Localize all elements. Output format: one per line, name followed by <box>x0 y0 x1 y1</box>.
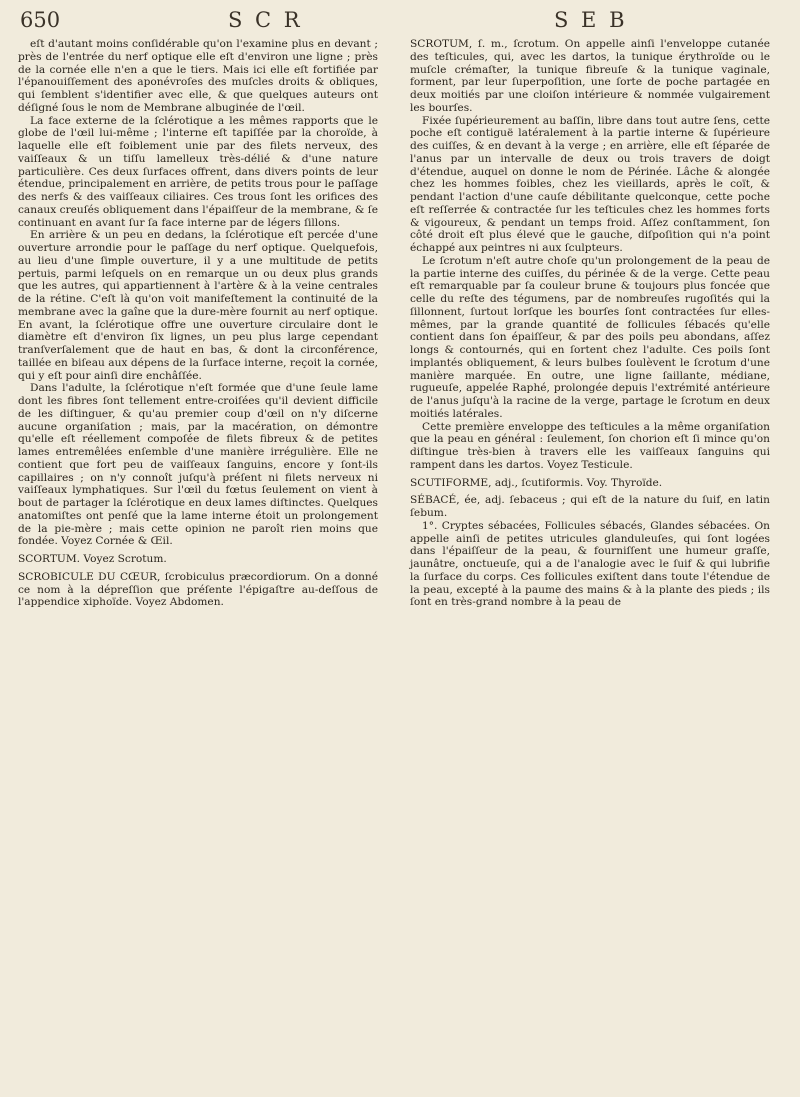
left-column <box>18 38 378 609</box>
paragraph: Fixée ſupérieurement au baſſin, libre dans tout autre ſens, cette poche eſt contiguë latéralement à la partie interne & ſupérieure des cuiſſes, & en devant à la verge ; en arrière, elle eſt ſéparée de l'anus par un intervalle de deux ou trois travers de doigt d'étendue, auquel on donne le nom de Périnée. Lâche & alongée chez les hommes foibles, chez les vieillards, après le coït, & pendant l'action d'une cauſe débilitante quelconque, cette poche eſt reſſerrée & contractée ſur les teſticules chez les hommes forts & vigoureux, & pendant un temps froid. Aſſez conſtamment, ſon côté droit eſt plus élevé que le gauche, diſpoſition qui n'a point échappé aux peintres ni aux ſculpteurs. <box>410 114 770 254</box>
right-column <box>410 38 770 609</box>
entry-scrobicule: SCROBICULE DU CŒUR, ſcrobiculus præcordiorum. On a donné ce nom à la dépreſſion que préſente l'épigaſtre au-deſſous de l'appendice xiphoïde. Voyez Abdomen. <box>18 570 378 609</box>
paragraph: Cette première enveloppe des teſticules a la même organiſation que la peau en général : ſeulement, ſon chorion eſt ſi mince qu'on diſtingue très-bien à travers elle les vaiſſeaux ſanguins qui rampent dans les dartos. Voyez Testicule. <box>410 420 770 471</box>
paragraph: En arrière & un peu en dedans, la ſclérotique eſt percée d'une ouverture arrondie pour le paſſage du nerf optique. Quelquefois, au lieu d'une ſimple ouverture, il y a une multitude de petits pertuis, parmi leſquels on en remarque un ou deux plus grands que les autres, qui appartiennent à l'artère & à la veine centrales de la rétine. C'eſt là qu'on voit manifeſtement la continuité de la membrane avec la gaîne que la dure-mère fournit au nerf optique. En avant, la ſclérotique offre une ouverture circulaire dont le diamètre eſt d'environ ſix lignes, un peu plus large cependant tranſverſalement que de haut en bas, & dont la circonférence, taillée en biſeau aux dépens de la ſurface interne, reçoit la cornée, qui y eſt pour ainſi dire enchâſſée. <box>18 229 378 382</box>
paragraph: eſt d'autant moins conſidérable qu'on l'examine plus en devant ; près de l'entrée du nerf optique elle eſt d'environ une ligne ; près de la cornée elle n'en a que le tiers. Mais ici elle eſt fortifiée par l'épanouiſſement des aponévroſes des muſcles droits & obliques, qui ſemblent s'identifier avec elle, & que quelques auteurs ont déſigné ſous le nom de Membrane albuginée de l'œil. <box>18 38 378 114</box>
entry-scrotum: SCROTUM, ſ. m., ſcrotum. On appelle ainſi l'enveloppe cutanée des teſticules, qui, avec les dartos, la tunique érythroïde ou le muſcle crémaſter, la tunique fibreuſe & la tunique vaginale, forment, par leur ſuperpoſition, une ſorte de poche partagée en deux moitiés par une cloiſon intérieure & nommée vulgairement les bourſes. <box>410 38 770 114</box>
page-number: 650 <box>20 8 61 32</box>
left-running-head: S C R <box>228 8 303 32</box>
paragraph: Dans l'adulte, la ſclérotique n'eſt formée que d'une ſeule lame dont les fibres ſont tellement entre-croiſées qu'il devient difficile de les diſtinguer, & qu'au premier coup d'œil on n'y diſcerne aucune organiſation ; mais, par la macération, on démontre qu'elle eſt réellement compoſée de filets fibreux & de petites lames entremêlées enſemble d'une manière irrégulière. Elle ne contient que fort peu de vaiſſeaux ſanguins, encore y ſont-ils capillaires ; on n'y connoît juſqu'à préſent ni filets nerveux ni vaiſſeaux lymphatiques. Sur l'œil du fœtus ſeulement on vient à bout de partager la ſclérotique en deux lames diſtinctes. Quelques anatomiſtes ont penſé que la lame interne étoit un prolongement de la pie-mère ; mais cette opinion ne paroît rien moins que fondée. Voyez Cornée & Œil. <box>18 382 378 548</box>
entry-scutiforme: SCUTIFORME, adj., ſcutiformis. Voy. Thyroïde. <box>410 476 663 489</box>
right-running-head: S E B <box>554 8 628 32</box>
paragraph: Le ſcrotum n'eſt autre choſe qu'un prolongement de la peau de la partie interne des cuiſſes, du périnée & de la verge. Cette peau eſt remarquable par ſa couleur brune & toujours plus foncée que celle du reſte des tégumens, par de nombreuſes rugoſités qui la ſillonnent, ſurtout lorſque les bourſes ſont contractées ſur elles-mêmes, par la grande quantité de follicules ſébacés qu'elle contient dans ſon épaiſſeur, & par des poils peu abondans, aſſez longs & contournés, qui en ſortent chez l'adulte. Ces poils ſont implantés obliquement, & leurs bulbes ſoulèvent le ſcrotum d'une manière marquée. En outre, une ligne ſaillante, médiane, rugueuſe, appelée Raphé, prolongée depuis l'extrémité antérieure de l'anus juſqu'à la racine de la verge, partage le ſcrotum en deux moitiés latérales. <box>410 254 770 420</box>
entry-sebace: SÉBACÉ, ée, adj. ſebaceus ; qui eſt de la nature du ſuif, en latin ſebum. <box>410 494 770 519</box>
paragraph: 1°. Cryptes sébacées, Follicules sébacés, Glandes sébacées. On appelle ainſi de petites utricules glanduleuſes, qui ſont logées dans l'épaiſſeur de la peau, & fourniſſent une humeur graſſe, jaunâtre, onctueuſe, qui a de l'analogie avec le ſuif & qui lubrifie la ſurface du corps. Ces follicules exiſtent dans toute l'étendue de la peau, excepté à la paume des mains & à la plante des pieds ; ils ſont en très-grand nombre à la peau de <box>410 519 770 609</box>
entry-scortum: SCORTUM. Voyez Scrotum. <box>18 553 167 565</box>
paragraph: La face externe de la ſclérotique a les mêmes rapports que le globe de l'œil lui-même ; l'interne eſt tapiſſée par la choroïde, à laquelle elle eſt foiblement unie par des filets nerveux, des vaiſſeaux & un tiſſu lamelleux très-délié & d'une nature particulière. Ces deux ſurfaces offrent, dans divers points de leur étendue, principalement en arrière, de petits trous pour le paſſage des nerfs & des vaiſſeaux ciliaires. Ces trous ſont les orifices des canaux creuſés obliquement dans l'épaiſſeur de la membrane, & ſe continuant en avant ſur ſa face interne par de légers ſillons. <box>18 114 378 229</box>
